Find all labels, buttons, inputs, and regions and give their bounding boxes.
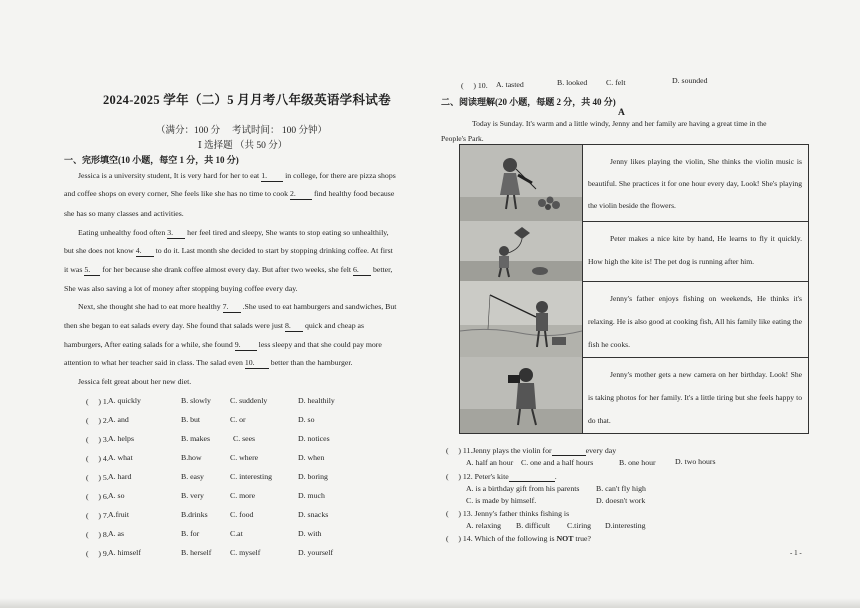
question-row: ( ) 4. (86, 454, 109, 463)
section1-heading: 一、完形填空(10 小题，每空 1 分，共 10 分) (64, 155, 239, 165)
row-text: Jenny likes playing the violin, She thinks the violin music is beautiful. She practices it for one hour every day, Look! She's playing the violin beside the flowers. (588, 157, 802, 210)
blank[interactable]: 6. (353, 265, 371, 276)
cloze-line: Next, she thought she had to eat more healthy 7. .She used to eat hamburgers and sandwiches, But (78, 302, 397, 311)
question-row: ( ) 14. Which of the following is NOT true? (446, 534, 591, 543)
cloze-line: hamburgers, After eating salads for a while, she found 9. less sleepy and that she could pay more (64, 340, 382, 349)
row-text: Jenny's mother gets a new camera on her birthday. Look! She is taking photos for her family. It's a little tiring but she feels happy to do that. (588, 370, 802, 425)
option-a[interactable]: A. as (108, 529, 125, 538)
cloze-line: then she began to eat salads every day. She found that salads were just 8. quick and cheap as (64, 321, 365, 330)
option-d[interactable]: D. much (298, 491, 325, 500)
option-a[interactable]: A. himself (108, 548, 141, 557)
question-row: ( ) 9. (86, 549, 109, 558)
cloze-line: and coffee shops on every corner, She feels like she has no time to cook 2. find healthy food because (64, 189, 395, 198)
question-row: ( ) 8. (86, 530, 109, 539)
question-row: ( ) 11.Jenny plays the violin for every day (446, 446, 617, 455)
option-d[interactable]: D. sounded (672, 76, 708, 85)
question-row: ( ) 2. (86, 416, 109, 425)
option-c[interactable]: C.tiring (567, 521, 592, 530)
cloze-line: she has so many classes and activities. (64, 209, 184, 218)
option-d[interactable]: D. with (298, 529, 322, 538)
cloze-line: She was also saving a lot of money after stopping buying coffee every day. (64, 284, 298, 293)
camera-mother-image (460, 357, 583, 433)
question-row: ( ) 1. (86, 397, 109, 406)
blank[interactable]: 3. (167, 228, 185, 239)
table-row (460, 281, 808, 358)
exam-title: 2024-2025 学年（二）5 月月考八年级英语学科试卷 (103, 93, 391, 107)
exam-subtitle: （满分：100 分 考试时间： 100 分钟） (156, 126, 328, 136)
option-b[interactable]: B.how (181, 453, 202, 462)
option-a[interactable]: A. helps (108, 434, 134, 443)
passage-label: A (618, 108, 625, 118)
passage-intro: Today is Sunday. It's warm and a little windy, Jenny and her family are having a great time in the (472, 119, 767, 128)
option-a[interactable]: A. relaxing (466, 521, 502, 530)
cloze-line: but she does not know 4. to do it. Last month she decided to start by stopping drinking coffee. At first (64, 246, 393, 255)
option-a[interactable]: A. hard (108, 472, 132, 481)
option-a[interactable]: A. quickly (108, 396, 141, 405)
option-d[interactable]: D. boring (298, 472, 328, 481)
blank[interactable] (552, 446, 586, 456)
option-c[interactable]: C. one and a half hours (521, 458, 594, 467)
option-b[interactable]: B. for (181, 529, 200, 538)
blank[interactable]: 10. (245, 358, 269, 369)
option-b[interactable]: B. difficult (516, 521, 551, 530)
table-row (460, 357, 808, 433)
cloze-line: Jessica is a university student, It is very hard for her to eat 1. in college, for there are pizza shops (78, 171, 396, 180)
option-b[interactable]: B. slowly (181, 396, 211, 405)
cloze-line: Eating unhealthy food often 3. her feel tired and sleepy, She wants to stop eating so unhealthily, (78, 228, 389, 237)
blank[interactable]: 4. (136, 246, 154, 257)
option-a[interactable]: A. tasted (496, 80, 524, 89)
option-c[interactable]: C.at (230, 529, 243, 538)
option-b[interactable]: B. makes (181, 434, 211, 443)
cloze-line: Jessica felt great about her new diet. (78, 377, 192, 386)
question-row: ( ) 6. (86, 492, 109, 501)
option-b[interactable]: B. herself (181, 548, 212, 557)
option-c[interactable]: C. where (230, 453, 259, 462)
question-row: ( ) 13. Jenny's father thinks fishing is (446, 509, 570, 518)
question-row: ( ) 7. (86, 511, 109, 520)
question-row: ( ) 12. Peter's kite . (446, 472, 557, 481)
blank[interactable]: 8. (285, 321, 303, 332)
page-number: - 1 - (790, 549, 802, 557)
cloze-line: it was 5. for her because she drank coffee almost every day. But after two weeks, she felt 6. better, (64, 265, 393, 274)
reading-table (459, 144, 809, 434)
blank[interactable]: 7. (223, 302, 241, 313)
option-a[interactable]: A. and (108, 415, 129, 424)
violin-girl-image (460, 145, 583, 221)
table-row (460, 145, 808, 222)
option-d[interactable]: D. snacks (298, 510, 329, 519)
question-row: ( ) 3. (86, 435, 109, 444)
option-b[interactable]: B. can't fly high (596, 484, 646, 493)
cloze-line: attention to what her teacher said in class. The salad even 10. better than the hamburger. (64, 358, 353, 367)
option-d[interactable]: D. healthily (298, 396, 335, 405)
blank[interactable] (509, 472, 555, 482)
option-d[interactable]: D. doesn't work (596, 496, 646, 505)
option-d[interactable]: D. so (298, 415, 315, 424)
option-c[interactable]: C. suddenly (230, 396, 268, 405)
row-text: Peter makes a nice kite by hand, He learns to fly it quickly. How high the kite is! The pet dog is running after him. (588, 234, 802, 266)
option-c[interactable]: C. food (230, 510, 254, 519)
option-b[interactable]: B. but (181, 415, 201, 424)
passage-intro: People's Park. (441, 134, 484, 143)
option-c[interactable]: C. more (230, 491, 256, 500)
row-text: Jenny's father enjoys fishing on weekends, He thinks it's relaxing. He is also good at cooking fish, All his family like eating the fish he cooks. (588, 294, 802, 349)
fishing-father-image (460, 281, 583, 357)
option-b[interactable]: B. very (181, 491, 204, 500)
scan-edge-shadow (0, 598, 860, 608)
option-c[interactable]: C. is made by himself. (466, 496, 537, 505)
option-b[interactable]: B. one hour (619, 458, 656, 467)
option-d[interactable]: D. yourself (298, 548, 334, 557)
option-a[interactable]: A. what (108, 453, 133, 462)
question-row: ( ) 5. (86, 473, 109, 482)
blank[interactable]: 1. (261, 171, 283, 182)
table-row (460, 221, 808, 282)
option-b[interactable]: B. looked (557, 78, 588, 87)
option-a[interactable]: A. half an hour (466, 458, 514, 467)
option-a[interactable]: A.fruit (108, 510, 130, 519)
option-a[interactable]: A. so (108, 491, 125, 500)
blank[interactable]: 9. (235, 340, 257, 351)
option-c[interactable]: C. felt (606, 78, 626, 87)
option-d[interactable]: D. two hours (675, 457, 716, 466)
blank[interactable]: 5. (84, 265, 100, 276)
section2-heading: 二、阅读理解(20 小题，每题 2 分，共 40 分) (441, 97, 616, 107)
option-d[interactable]: D.interesting (605, 521, 646, 530)
option-b[interactable]: B. easy (181, 472, 204, 481)
option-c[interactable]: C. or (230, 415, 246, 424)
option-c[interactable]: C. myself (230, 548, 261, 557)
option-c[interactable]: C. sees (233, 434, 256, 443)
option-d[interactable]: D. notices (298, 434, 330, 443)
option-b[interactable]: B.drinks (181, 510, 208, 519)
blank[interactable]: 2. (290, 189, 312, 200)
part-heading: Ⅰ 选择题 （共 50 分） (198, 141, 288, 151)
option-d[interactable]: D. when (298, 453, 325, 462)
option-a[interactable]: A. is a birthday gift from his parents (466, 484, 580, 493)
option-c[interactable]: C. interesting (230, 472, 273, 481)
question-row: ( ) 10. (461, 81, 488, 90)
kite-boy-image (460, 221, 583, 281)
